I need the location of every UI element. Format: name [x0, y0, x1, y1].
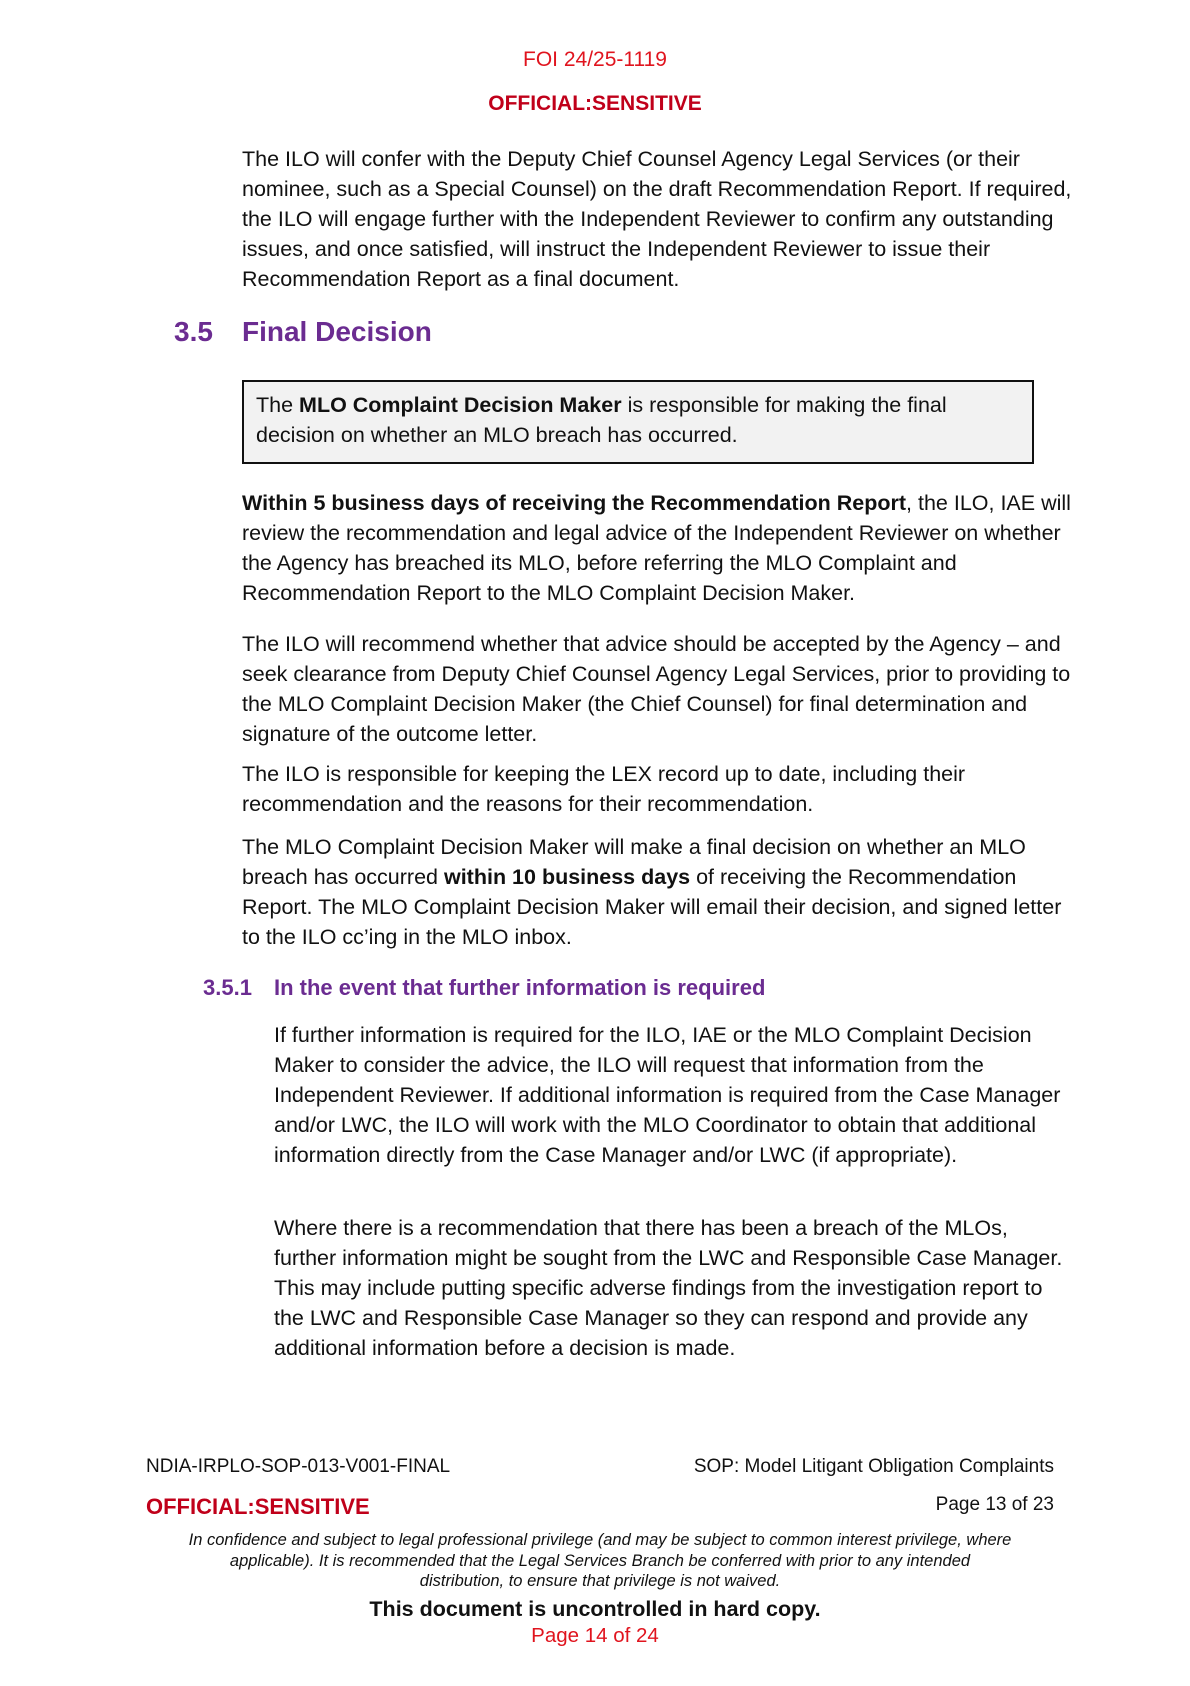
decision-maker-callout: [242, 380, 1034, 464]
disclaimer-line: In confidence and subject to legal professional privilege (and may be subject to common interest privilege, where: [188, 1531, 1012, 1549]
paragraph-breach-recommendation: Where there is a recommendation that there has been a breach of the MLOs, further information might be sought from the LWC and Responsible Case Manager. This may include putting specific adverse findings from the investigation report to the LWC and Responsible Case Manager so they can respond and provide any additional information before a decision is made.: [274, 1216, 1063, 1360]
subsection-number: 3.5.1: [203, 975, 252, 1000]
paragraph-further-info: If further information is required for the ILO, IAE or the MLO Complaint Decision Maker to consider the advice, the ILO will request that information from the Independent Reviewer. If additional information is required from the Case Manager and/or LWC, the ILO will work with the MLO Coordinator to obtain that additional information directly from the Case Manager and/or LWC (if appropriate).: [274, 1023, 1061, 1167]
foi-reference: FOI 24/25-1119: [523, 48, 667, 71]
emphasis-text: within 10 business days: [443, 865, 691, 889]
classification-header: OFFICIAL:SENSITIVE: [488, 92, 702, 115]
classification-footer: OFFICIAL:SENSITIVE: [146, 1494, 370, 1519]
emphasis-text: Within 5 business days of receiving the Recommendation Report: [242, 491, 907, 515]
body-text: , the ILO, IAE will review the recommendation and legal advice of the Independent Reviewer on whether the Agency has breached its MLO, before referring the MLO Complaint and Recommendation Report to the MLO Complaint Decision Maker.: [242, 491, 1071, 605]
section-title: Final Decision: [242, 316, 432, 347]
disclaimer-line: distribution, to ensure that privilege is not waived.: [419, 1572, 781, 1590]
disclaimer-line: applicable). It is recommended that the Legal Services Branch be conferred with prior to any intended: [229, 1551, 971, 1570]
privilege-disclaimer: [140, 1530, 1060, 1592]
page-number-inner: Page 13 of 23: [935, 1494, 1054, 1515]
paragraph-final-decision: [242, 832, 1072, 952]
section-3-5-1-heading: [203, 975, 765, 1001]
subsection-title: In the event that further information is required: [274, 975, 766, 1000]
callout-text: is responsible for making the final decision on whether an MLO breach has occurred.: [256, 393, 947, 447]
paragraph-lex-record: The ILO is responsible for keeping the LEX record up to date, including their recommendation and the reasons for their recommendation.: [242, 762, 966, 816]
callout-bold: MLO Complaint Decision Maker: [299, 393, 622, 417]
section-3-5-heading: [174, 316, 432, 348]
section-number: 3.5: [174, 316, 213, 347]
page-number-outer: Page 14 of 24: [531, 1624, 659, 1647]
paragraph-timeline: [242, 488, 1072, 608]
footer-document-id: NDIA-IRPLO-SOP-013-V001-FINAL: [146, 1456, 451, 1477]
body-text: The MLO Complaint Decision Maker will make a final decision on whether an MLO breach has occurred: [242, 835, 1026, 889]
body-text: of receiving the Recommendation Report. The MLO Complaint Decision Maker will email their decision, and signed letter to the ILO cc’ing in the MLO inbox.: [242, 865, 1062, 949]
callout-text: The: [256, 393, 300, 417]
footer-document-title: SOP: Model Litigant Obligation Complaints: [693, 1456, 1054, 1477]
uncontrolled-notice: This document is uncontrolled in hard copy.: [369, 1597, 821, 1621]
paragraph-ilo-recommend: The ILO will recommend whether that advice should be accepted by the Agency – and seek clearance from Deputy Chief Counsel Agency Legal Services, prior to providing to the MLO Complaint Decision Maker (the Chief Counsel) for final determination and signature of the outcome letter.: [242, 632, 1071, 746]
intro-paragraph: The ILO will confer with the Deputy Chief Counsel Agency Legal Services (or their nominee, such as a Special Counsel) on the draft Recommendation Report. If required, the ILO will engage further with the Independent Reviewer to confirm any outstanding issues, and once satisfied, will instruct the Independent Reviewer to issue their Recommendation Report as a final document.: [242, 147, 1072, 291]
